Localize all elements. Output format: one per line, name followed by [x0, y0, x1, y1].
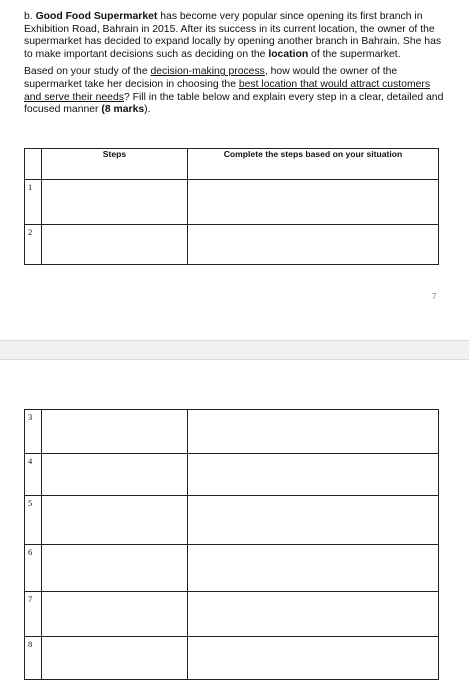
complete-cell[interactable]	[188, 225, 439, 265]
table-header-row	[25, 149, 439, 180]
row-number: 2	[25, 225, 42, 265]
best-location-underlined: best location that would attract customers and serve their needs	[24, 78, 431, 103]
steps-cell[interactable]	[42, 496, 188, 545]
instruction-text-3: ? Fill in the table below and explain every step in a clear, detailed and focused manner	[24, 91, 444, 116]
company-name: Good Food Supermarket	[35, 11, 158, 22]
question-label: b.	[24, 11, 36, 22]
complete-cell[interactable]	[188, 545, 439, 592]
complete-cell[interactable]	[188, 496, 439, 545]
page-1	[0, 0, 469, 340]
steps-cell[interactable]	[42, 454, 188, 496]
row-number: 5	[25, 496, 42, 545]
question-paragraph-2	[24, 66, 446, 116]
steps-cell[interactable]	[42, 545, 188, 592]
location-keyword: location	[268, 48, 309, 60]
steps-cell[interactable]	[42, 592, 188, 637]
instruction-text-2: , how would the owner of the supermarket take her decision in choosing the	[24, 66, 398, 90]
page-number: 7	[432, 292, 437, 301]
complete-cell[interactable]	[188, 180, 439, 225]
header-steps: Steps	[42, 149, 188, 180]
row-number: 6	[25, 545, 42, 592]
table-row	[25, 454, 439, 496]
table-row	[25, 496, 439, 545]
row-number: 4	[25, 454, 42, 496]
page-separator	[0, 340, 469, 360]
steps-cell[interactable]	[42, 225, 188, 265]
question-text	[24, 11, 446, 122]
header-complete-steps: Complete the steps based on your situation	[188, 149, 439, 180]
decision-making-process-underlined: decision-making process	[150, 66, 265, 78]
complete-cell[interactable]	[188, 637, 439, 680]
complete-cell[interactable]	[188, 454, 439, 496]
row-number: 3	[25, 410, 42, 454]
complete-cell[interactable]	[188, 410, 439, 454]
steps-table-part-1	[24, 148, 439, 265]
row-number: 7	[25, 592, 42, 637]
scenario-text-end: of the supermarket.	[308, 48, 401, 60]
marks-label: (8 marks	[101, 104, 145, 116]
scenario-text: has become very popular since opening its first branch in Exhibition Road, Bahrain in 2015. After its success in its current location, the owner of the supermarket has decided to expand locally by opening another branch in Bahrain. She has to make important decisions such as deciding on the	[24, 11, 442, 60]
table-row	[25, 592, 439, 637]
steps-cell[interactable]	[42, 180, 188, 225]
marks-end: ).	[144, 104, 151, 116]
table-row	[25, 545, 439, 592]
table-row	[25, 637, 439, 680]
complete-cell[interactable]	[188, 592, 439, 637]
header-number	[25, 149, 42, 180]
instruction-text: Based on your study of the	[24, 66, 151, 78]
table-row	[25, 410, 439, 454]
steps-table-part-2	[24, 409, 439, 680]
row-number: 1	[25, 180, 42, 225]
table-row	[25, 225, 439, 265]
steps-cell[interactable]	[42, 637, 188, 680]
steps-cell[interactable]	[42, 410, 188, 454]
question-paragraph-1	[24, 11, 446, 61]
table-row	[25, 180, 439, 225]
row-number: 8	[25, 637, 42, 680]
